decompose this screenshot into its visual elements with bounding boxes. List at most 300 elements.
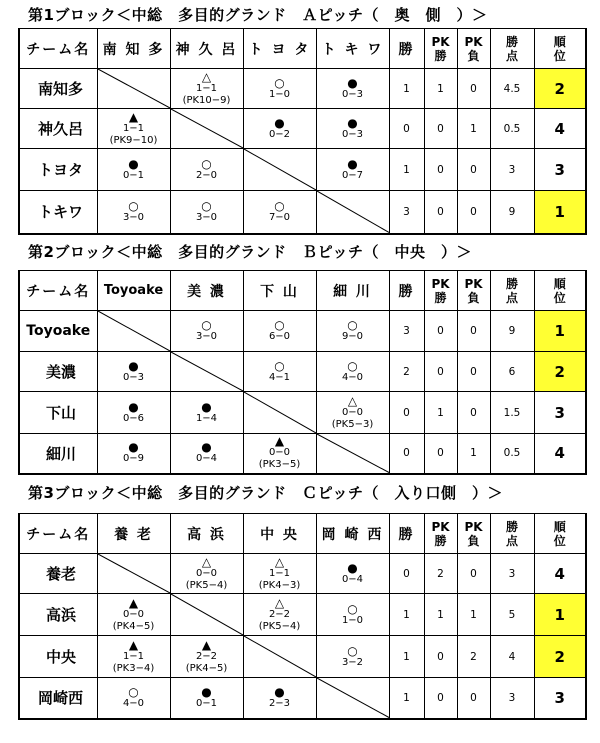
- team-row: [19, 191, 586, 234]
- pk-wins-value: 0: [424, 191, 457, 234]
- header-label-line: 位: [553, 48, 566, 63]
- rank-value: 1: [534, 594, 586, 636]
- team-row: [19, 678, 586, 719]
- header-label-line: PK: [464, 276, 483, 291]
- match-score: 0−4: [195, 453, 218, 465]
- match-score: 1−1: [122, 122, 145, 134]
- match-result-cell: [243, 311, 316, 352]
- match-result-cell: [243, 191, 316, 234]
- diagonal-line: [98, 554, 170, 593]
- header-label-line: 勝: [505, 519, 518, 534]
- block-title: 第1ブロック＜中総 多目的グランド Ａピッチ（ 奥 側 ）＞: [28, 6, 488, 24]
- header-label-line: 勝: [434, 533, 447, 548]
- rank-value: 4: [534, 109, 586, 149]
- header-label-line: 順: [553, 34, 566, 49]
- diagonal-line: [244, 636, 316, 677]
- match-score: 7−0: [268, 211, 291, 223]
- match-result-cell: [170, 636, 243, 678]
- rank-value: 1: [534, 311, 586, 352]
- team-name-label: ト キ ワ: [38, 203, 84, 222]
- match-result-cell: [243, 678, 316, 719]
- points-value: 3: [490, 554, 534, 594]
- self-match-cell: [170, 352, 243, 392]
- self-match-cell: [243, 392, 316, 434]
- team-row: [19, 636, 586, 678]
- wins-value: 1: [389, 149, 424, 191]
- diagonal-line: [171, 352, 243, 391]
- loss-dot-icon: ●: [128, 440, 139, 455]
- pk-win-triangle-icon: △: [347, 393, 358, 408]
- pk-losses-value: 0: [457, 69, 490, 109]
- match-score: 1−0: [341, 614, 364, 626]
- pk-score: (PK3−4): [112, 662, 155, 674]
- header-label-line: 勝: [505, 34, 518, 49]
- loss-dot-icon: ●: [274, 115, 285, 130]
- wins-column-header: 勝: [389, 29, 424, 69]
- pk-wins-value: 0: [424, 109, 457, 149]
- opponent-column-header: 養 老: [97, 514, 170, 554]
- loss-dot-icon: ●: [128, 156, 139, 171]
- pk-score: (PK10−9): [182, 94, 231, 106]
- team-name-label: 神 久 呂: [38, 120, 84, 138]
- pk-losses-column-header: [457, 514, 490, 554]
- loss-dot-icon: ●: [201, 399, 212, 414]
- match-score: 0−7: [341, 169, 364, 181]
- match-score: 2−3: [268, 697, 291, 709]
- team-column-header: チーム名: [19, 271, 97, 311]
- match-score: 1−0: [268, 88, 291, 100]
- diagonal-line: [244, 392, 316, 433]
- loss-dot-icon: ●: [347, 115, 358, 130]
- opponent-column-header: 南 知 多: [97, 29, 170, 69]
- team-row: [19, 352, 586, 392]
- points-value: 4.5: [490, 69, 534, 109]
- pk-win-triangle-icon: △: [201, 554, 212, 569]
- header-label-line: 勝: [434, 290, 447, 305]
- match-score: 0−6: [122, 412, 145, 424]
- team-name-label: 中 央: [46, 648, 77, 666]
- loss-dot-icon: ●: [347, 156, 358, 171]
- standings-table: [18, 513, 587, 720]
- team-name-cell: [19, 149, 97, 191]
- rank-column-header: [534, 29, 586, 69]
- match-result-cell: [316, 311, 389, 352]
- team-row: [19, 311, 586, 352]
- loss-dot-icon: ●: [128, 358, 139, 373]
- pk-losses-column-header: [457, 271, 490, 311]
- team-name-cell: [19, 352, 97, 392]
- pk-wins-value: 1: [424, 69, 457, 109]
- pk-loss-triangle-icon: ▲: [128, 595, 139, 610]
- pk-wins-value: 2: [424, 554, 457, 594]
- pk-wins-column-header: [424, 271, 457, 311]
- pk-wins-value: 0: [424, 311, 457, 352]
- team-name-label: 養 老: [46, 565, 77, 583]
- match-score: 0−1: [195, 697, 218, 709]
- points-value: 9: [490, 311, 534, 352]
- match-result-cell: [316, 636, 389, 678]
- win-circle-icon: ○: [201, 198, 212, 213]
- pk-wins-value: 1: [424, 594, 457, 636]
- win-circle-icon: ○: [274, 75, 285, 90]
- rank-value: 3: [534, 678, 586, 719]
- match-score: 3−0: [122, 211, 145, 223]
- wins-value: 0: [389, 109, 424, 149]
- match-score: 0−9: [122, 453, 145, 465]
- win-circle-icon: ○: [347, 643, 358, 658]
- match-score: 0−3: [341, 128, 364, 140]
- rank-column-header: [534, 514, 586, 554]
- rank-value: 2: [534, 352, 586, 392]
- header-label-line: 負: [467, 48, 480, 63]
- wins-column-header: 勝: [389, 271, 424, 311]
- header-label-line: PK: [431, 34, 450, 49]
- self-match-cell: [316, 191, 389, 234]
- match-result-cell: [316, 392, 389, 434]
- points-value: 3: [490, 149, 534, 191]
- block-title: 第2ブロック＜中総 多目的グランド Ｂピッチ（ 中央 ）＞: [28, 243, 473, 261]
- match-result-cell: [170, 191, 243, 234]
- rank-value: 2: [534, 636, 586, 678]
- header-label-line: 勝: [505, 276, 518, 291]
- rank-value: 2: [534, 69, 586, 109]
- points-value: 6: [490, 352, 534, 392]
- win-circle-icon: ○: [347, 318, 358, 332]
- opponent-column-header: ト キ ワ: [316, 29, 389, 69]
- points-column-header: [490, 29, 534, 69]
- match-score: 0−4: [341, 573, 364, 585]
- match-result-cell: [97, 109, 170, 149]
- team-name-label: ト ヨ タ: [38, 161, 84, 179]
- win-circle-icon: ○: [274, 318, 285, 332]
- header-label-line: 位: [553, 290, 566, 305]
- opponent-column-header: 神 久 呂: [170, 29, 243, 69]
- match-result-cell: [97, 594, 170, 636]
- diagonal-line: [244, 149, 316, 190]
- pk-score: (PK3−5): [258, 459, 301, 471]
- match-result-cell: [97, 678, 170, 719]
- points-value: 9: [490, 191, 534, 234]
- match-result-cell: [316, 149, 389, 191]
- self-match-cell: [316, 434, 389, 474]
- opponent-column-header: 細 川: [316, 271, 389, 311]
- win-circle-icon: ○: [128, 684, 139, 699]
- block-title: 第3ブロック＜中総 多目的グランド Ｃピッチ（ 入り口側 ）＞: [28, 484, 504, 502]
- team-row: [19, 554, 586, 594]
- header-label-line: PK: [431, 519, 450, 534]
- match-score: 0−2: [268, 128, 291, 140]
- pk-wins-value: 0: [424, 678, 457, 719]
- match-score: 1−1: [195, 82, 218, 94]
- match-score: 0−0: [341, 406, 364, 418]
- pk-losses-value: 1: [457, 434, 490, 474]
- pk-losses-value: 2: [457, 636, 490, 678]
- diagonal-line: [317, 191, 389, 233]
- pk-losses-column-header: [457, 29, 490, 69]
- pk-score: (PK4−3): [258, 579, 301, 591]
- team-name-cell: [19, 594, 97, 636]
- rank-value: 3: [534, 392, 586, 434]
- points-value: 0.5: [490, 434, 534, 474]
- match-result-cell: [243, 434, 316, 474]
- loss-dot-icon: ●: [347, 560, 358, 575]
- team-name-label: Toyoake: [26, 323, 91, 339]
- header-label-line: 順: [553, 276, 566, 291]
- opponent-column-header: 美 濃: [170, 271, 243, 311]
- team-name-cell: [19, 636, 97, 678]
- wins-column-header: 勝: [389, 514, 424, 554]
- match-score: 1−1: [122, 650, 145, 662]
- match-score: 1−4: [195, 412, 218, 424]
- self-match-cell: [97, 69, 170, 109]
- match-score: 2−2: [268, 608, 291, 620]
- pk-score: (PK4−5): [112, 620, 155, 632]
- pk-wins-column-header: [424, 29, 457, 69]
- diagonal-line: [317, 678, 389, 718]
- win-circle-icon: ○: [201, 318, 212, 332]
- match-result-cell: [170, 69, 243, 109]
- pk-loss-triangle-icon: ▲: [128, 109, 139, 124]
- match-score: 2−2: [195, 650, 218, 662]
- match-score: 4−0: [341, 371, 364, 383]
- match-score: 0−0: [268, 447, 291, 459]
- loss-dot-icon: ●: [201, 684, 212, 699]
- pk-score: (PK9−10): [109, 134, 158, 146]
- match-result-cell: [97, 434, 170, 474]
- match-result-cell: [243, 69, 316, 109]
- pk-wins-value: 0: [424, 149, 457, 191]
- match-result-cell: [243, 352, 316, 392]
- match-result-cell: [170, 434, 243, 474]
- match-score: 3−0: [195, 211, 218, 223]
- team-column-header: チーム名: [19, 29, 97, 69]
- rank-value: 3: [534, 149, 586, 191]
- header-label-line: PK: [464, 519, 483, 534]
- pk-loss-triangle-icon: ▲: [274, 434, 285, 449]
- team-name-cell: [19, 392, 97, 434]
- wins-value: 3: [389, 191, 424, 234]
- wins-value: 0: [389, 554, 424, 594]
- match-score: 3−0: [195, 331, 218, 342]
- match-result-cell: [243, 594, 316, 636]
- win-circle-icon: ○: [128, 198, 139, 213]
- match-result-cell: [170, 311, 243, 352]
- team-name-cell: [19, 191, 97, 234]
- pk-losses-value: 0: [457, 678, 490, 719]
- team-row: [19, 149, 586, 191]
- pk-win-triangle-icon: △: [274, 595, 285, 610]
- team-row: [19, 594, 586, 636]
- team-row: [19, 69, 586, 109]
- pk-score: (PK5−3): [331, 418, 374, 430]
- match-score: 9−0: [341, 331, 364, 342]
- wins-value: 1: [389, 636, 424, 678]
- match-result-cell: [316, 109, 389, 149]
- pk-losses-value: 0: [457, 149, 490, 191]
- self-match-cell: [97, 554, 170, 594]
- pk-wins-value: 0: [424, 352, 457, 392]
- header-row: [19, 514, 586, 554]
- match-result-cell: [97, 149, 170, 191]
- standings-table: [18, 28, 587, 235]
- match-score: 3−2: [341, 656, 364, 668]
- match-result-cell: [316, 352, 389, 392]
- pk-losses-value: 0: [457, 311, 490, 352]
- header-label-line: 位: [553, 533, 566, 548]
- points-value: 1.5: [490, 392, 534, 434]
- team-name-cell: [19, 69, 97, 109]
- pk-win-triangle-icon: △: [201, 69, 212, 84]
- header-label-line: 点: [505, 290, 518, 305]
- pk-losses-value: 0: [457, 352, 490, 392]
- opponent-column-header: Toyoake: [97, 271, 170, 311]
- pk-win-triangle-icon: △: [274, 554, 285, 569]
- match-score: 4−1: [268, 371, 291, 383]
- loss-dot-icon: ●: [347, 75, 358, 90]
- match-score: 6−0: [268, 331, 291, 342]
- wins-value: 0: [389, 434, 424, 474]
- win-circle-icon: ○: [347, 358, 358, 373]
- self-match-cell: [170, 594, 243, 636]
- match-result-cell: [243, 109, 316, 149]
- match-result-cell: [97, 636, 170, 678]
- self-match-cell: [97, 311, 170, 352]
- match-score: 0−1: [122, 169, 145, 181]
- match-result-cell: [316, 594, 389, 636]
- pk-score: (PK5−4): [258, 620, 301, 632]
- points-value: 3: [490, 678, 534, 719]
- diagonal-line: [171, 109, 243, 148]
- wins-value: 2: [389, 352, 424, 392]
- pk-loss-triangle-icon: ▲: [201, 637, 212, 652]
- match-result-cell: [170, 678, 243, 719]
- team-name-label: 高 浜: [46, 606, 77, 624]
- points-value: 0.5: [490, 109, 534, 149]
- wins-value: 1: [389, 594, 424, 636]
- match-score: 4−0: [122, 697, 145, 709]
- header-row: [19, 271, 586, 311]
- diagonal-line: [98, 311, 170, 351]
- header-label-line: 点: [505, 48, 518, 63]
- match-score: 0−3: [341, 88, 364, 100]
- team-row: [19, 109, 586, 149]
- team-name-cell: [19, 554, 97, 594]
- pk-wins-value: 0: [424, 434, 457, 474]
- header-label-line: PK: [431, 276, 450, 291]
- match-result-cell: [97, 352, 170, 392]
- opponent-column-header: 下 山: [243, 271, 316, 311]
- match-result-cell: [170, 392, 243, 434]
- pk-score: (PK4−5): [185, 662, 228, 674]
- rank-value: 4: [534, 434, 586, 474]
- team-name-label: 岡 崎 西: [38, 689, 84, 708]
- wins-value: 1: [389, 678, 424, 719]
- win-circle-icon: ○: [201, 156, 212, 171]
- loss-dot-icon: ●: [274, 684, 285, 699]
- loss-dot-icon: ●: [128, 399, 139, 414]
- pk-losses-value: 0: [457, 392, 490, 434]
- pk-losses-value: 1: [457, 109, 490, 149]
- opponent-column-header: 中 央: [243, 514, 316, 554]
- team-row: [19, 392, 586, 434]
- pk-loss-triangle-icon: ▲: [128, 637, 139, 652]
- header-label-line: 点: [505, 533, 518, 548]
- rank-value: 1: [534, 191, 586, 234]
- diagonal-line: [317, 434, 389, 473]
- points-value: 4: [490, 636, 534, 678]
- wins-value: 0: [389, 392, 424, 434]
- pk-wins-column-header: [424, 514, 457, 554]
- match-score: 0−0: [122, 608, 145, 620]
- team-name-cell: [19, 311, 97, 352]
- match-score: 2−0: [195, 169, 218, 181]
- pk-losses-value: 0: [457, 191, 490, 234]
- team-name-label: 細 川: [46, 444, 77, 463]
- standings-table: [18, 270, 587, 475]
- match-result-cell: [170, 554, 243, 594]
- match-result-cell: [316, 69, 389, 109]
- team-name-cell: [19, 434, 97, 474]
- team-name-cell: [19, 109, 97, 149]
- match-score: 0−0: [195, 567, 218, 579]
- points-column-header: [490, 514, 534, 554]
- header-label-line: 順: [553, 519, 566, 534]
- points-value: 5: [490, 594, 534, 636]
- match-result-cell: [316, 554, 389, 594]
- team-column-header: チーム名: [19, 514, 97, 554]
- points-column-header: [490, 271, 534, 311]
- header-label-line: 負: [467, 290, 480, 305]
- match-result-cell: [243, 554, 316, 594]
- match-score: 1−1: [268, 567, 291, 579]
- match-result-cell: [97, 191, 170, 234]
- team-name-label: 美 濃: [46, 363, 77, 381]
- team-row: [19, 434, 586, 474]
- loss-dot-icon: ●: [201, 440, 212, 455]
- opponent-column-header: ト ヨ タ: [243, 29, 316, 69]
- pk-losses-value: 0: [457, 554, 490, 594]
- match-score: 0−3: [122, 371, 145, 383]
- rank-value: 4: [534, 554, 586, 594]
- self-match-cell: [316, 678, 389, 719]
- diagonal-line: [98, 69, 170, 108]
- self-match-cell: [170, 109, 243, 149]
- header-label-line: 勝: [434, 48, 447, 63]
- win-circle-icon: ○: [274, 198, 285, 213]
- self-match-cell: [243, 149, 316, 191]
- match-result-cell: [97, 392, 170, 434]
- win-circle-icon: ○: [347, 601, 358, 616]
- match-result-cell: [170, 149, 243, 191]
- pk-wins-value: 1: [424, 392, 457, 434]
- team-name-label: 南 知 多: [38, 80, 84, 98]
- win-circle-icon: ○: [274, 358, 285, 373]
- header-label-line: PK: [464, 34, 483, 49]
- rank-column-header: [534, 271, 586, 311]
- pk-losses-value: 1: [457, 594, 490, 636]
- header-row: [19, 29, 586, 69]
- pk-wins-value: 0: [424, 636, 457, 678]
- pk-score: (PK5−4): [185, 579, 228, 591]
- wins-value: 3: [389, 311, 424, 352]
- wins-value: 1: [389, 69, 424, 109]
- team-name-cell: [19, 678, 97, 719]
- diagonal-line: [171, 594, 243, 635]
- opponent-column-header: 高 浜: [170, 514, 243, 554]
- team-name-label: 下 山: [46, 404, 77, 422]
- header-label-line: 負: [467, 533, 480, 548]
- opponent-column-header: 岡 崎 西: [316, 514, 389, 554]
